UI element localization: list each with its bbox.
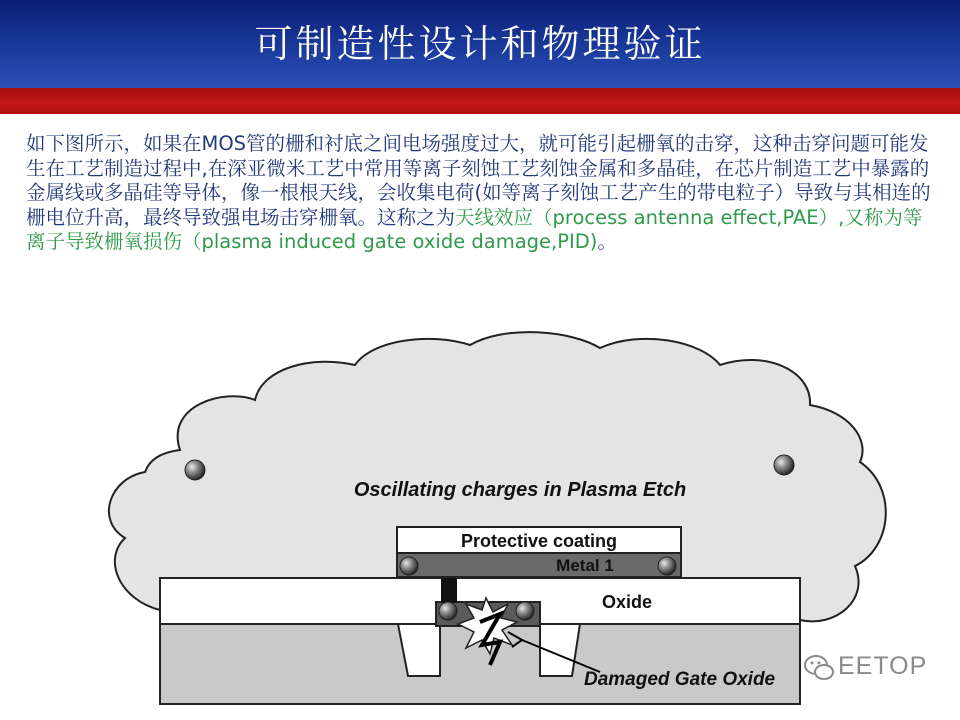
cloud-label: Oscillating charges in Plasma Etch [353, 479, 687, 501]
charge-particle [439, 602, 457, 620]
charge-particle [185, 460, 205, 480]
watermark-text: EETOP [838, 652, 928, 680]
oxide-label: Oxide [601, 592, 653, 612]
intro-highlight: 天线效应（process antenna effect,PAE）,又称为等离子导致栅氧损伤（plasma induced gate oxide damage,PID) [26, 205, 923, 254]
wechat-icon [802, 650, 838, 686]
protective-coating-label: Protective coating [460, 531, 618, 551]
charge-particle [658, 557, 676, 575]
charge-particle [774, 455, 794, 475]
metal-1-layer [397, 553, 681, 577]
intro-text: 如下图所示，如果在MOS管的栅和衬底之间电场强度过大，就可能引起栅氧的击穿，这种击穿问题可能发生在工艺制造过程中,在深亚微米工艺中常用等离子刻蚀工艺刻蚀金属和多晶硅，在芯片制造工艺中暴露的金属线或多晶硅等导体，像一根根天线，会收集电荷(如等离子刻蚀工艺产生的带电粒子）导致与其相连的栅电位升高，最终导致强电场击穿栅氧。这称之为 [26, 132, 931, 229]
intro-text-end: 。 [597, 230, 617, 254]
charge-particle [400, 557, 418, 575]
damaged-gate-oxide-label: Damaged Gate Oxide [584, 669, 776, 690]
via [441, 577, 457, 603]
metal-1-label: Metal 1 [556, 556, 614, 575]
charge-particle [516, 602, 534, 620]
eetop-watermark [800, 650, 960, 690]
slide-title: 可制造性设计和物理验证 [254, 22, 706, 66]
